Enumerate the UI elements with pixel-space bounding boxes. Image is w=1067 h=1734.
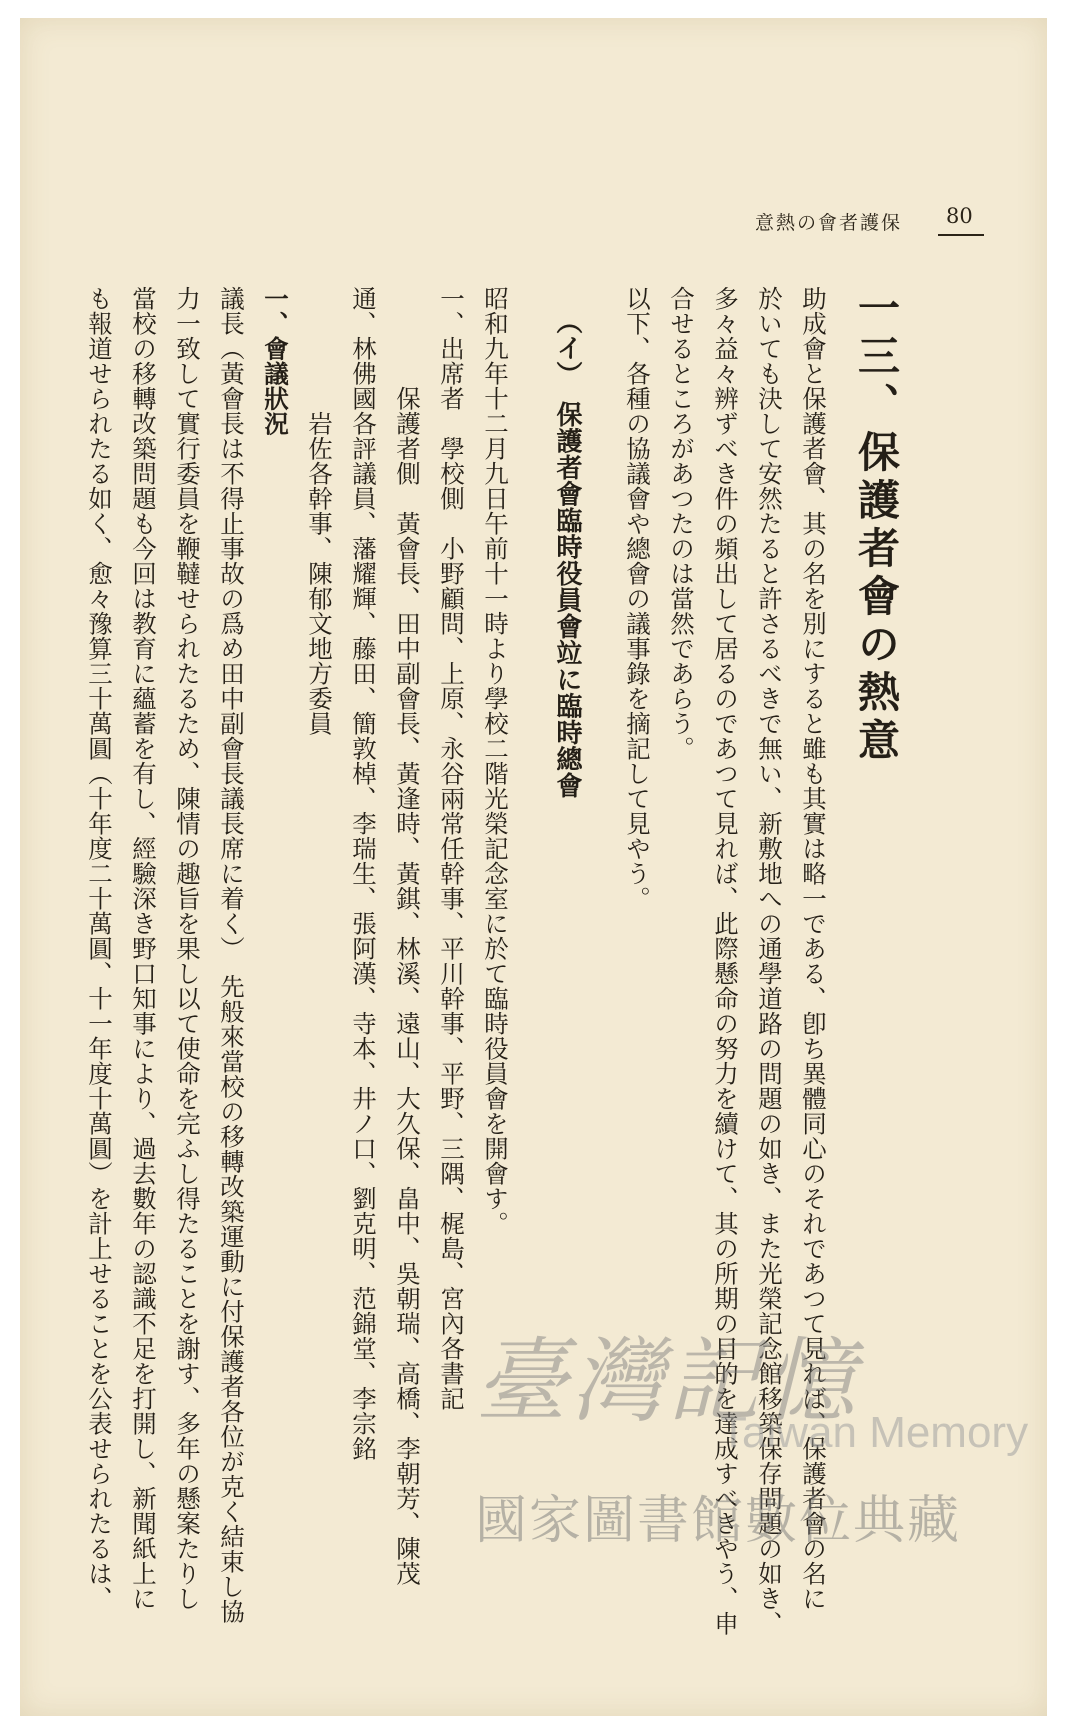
watermark-english: Taiwan Memory <box>720 1408 1029 1457</box>
header-rule <box>938 234 984 236</box>
attendees-guardian-line: 保護者側 黃會長、田中副會長、黃逢時、黃錤、林溪、遠山、大久保、畠中、吳朝瑞、高橋、李朝芳、陳茂 <box>393 286 422 1586</box>
page-number: 80 <box>946 204 973 228</box>
intro-line-2: 於いても決して安然たると許さるべきで無い、新敷地への通學道路の問題の如き、また光榮記念館移築保存問題の如き、 <box>755 286 784 1636</box>
page <box>20 18 1047 1716</box>
watermark-library: 國家圖書館數位典藏 <box>475 1491 962 1551</box>
watermark-chinese: 臺灣記憶 <box>475 1328 860 1435</box>
intro-line-5: 以下、各種の協議會や總會の議事錄を摘記して見やう。 <box>623 286 652 911</box>
chair-remarks-line-1: 議長（黃會長は不得止事故の爲め田中副會長議長席に着く） 先般來當校の移轉改築運動に付保護者各位が克く結束し協 <box>217 286 246 1624</box>
attendees-school-line: 一、出席者 學校側 小野顧問、上原、永谷兩常任幹事、平川幹事、平野、三隅、梶島、宮內各書記 <box>437 286 466 1411</box>
subsection-title: （イ） 保護者會臨時役員會竝に臨時總會 <box>552 308 582 799</box>
intro-line-1: 助成會と保護者會、其の名を別にすると雖も其實は略一である、卽ち異體同心のそれであつて見れば、保護者會の名に <box>799 286 828 1611</box>
intro-line-4: 合せるところがあつたのは當然であらう。 <box>667 286 696 761</box>
chair-remarks-line-3: 當校の移轉改築問題も今回は教育に蘊蓄を有し、經驗深き野口知事により、過去數年の認識不足を打開し、新聞紙上に <box>129 286 158 1611</box>
chair-remarks-line-4: も報道せられたる如く、愈々豫算三十萬圓（十年度二十萬圓、十一年度十萬圓）を計上せることを公表せられたるは、 <box>85 286 114 1611</box>
attendees-line-cont-2: 岩佐各幹事、陳郁文地方委員 <box>305 286 334 736</box>
attendees-line-cont-1: 通、林佛國各評議員、藩耀輝、藤田、簡敦棹、李瑞生、張阿漢、寺本、井ノ口、劉克明、范錦堂、李宗銘 <box>349 286 378 1461</box>
intro-line-3: 多々益々辨ずべき件の頻出して居るのであつて見れば、此際懸命の努力を續けて、其の所期の目的を達成すべきやう、申 <box>711 286 740 1636</box>
meeting-status-heading: 一、會議狀況 <box>261 286 290 436</box>
running-header-title: 意熱の會者護保 <box>755 212 903 234</box>
body-line-1: 昭和九年十二月九日午前十一時より學校二階光榮記念室に於て臨時役員會を開會す。 <box>481 286 510 1236</box>
section-title: 一三、保護者會の熱意 <box>852 286 901 766</box>
chair-remarks-line-2: 力一致して實行委員を鞭韃せられたるため、陳情の趣旨を果し以て使命を完ふし得たることを謝す、多年の懸案たりし <box>173 286 202 1611</box>
